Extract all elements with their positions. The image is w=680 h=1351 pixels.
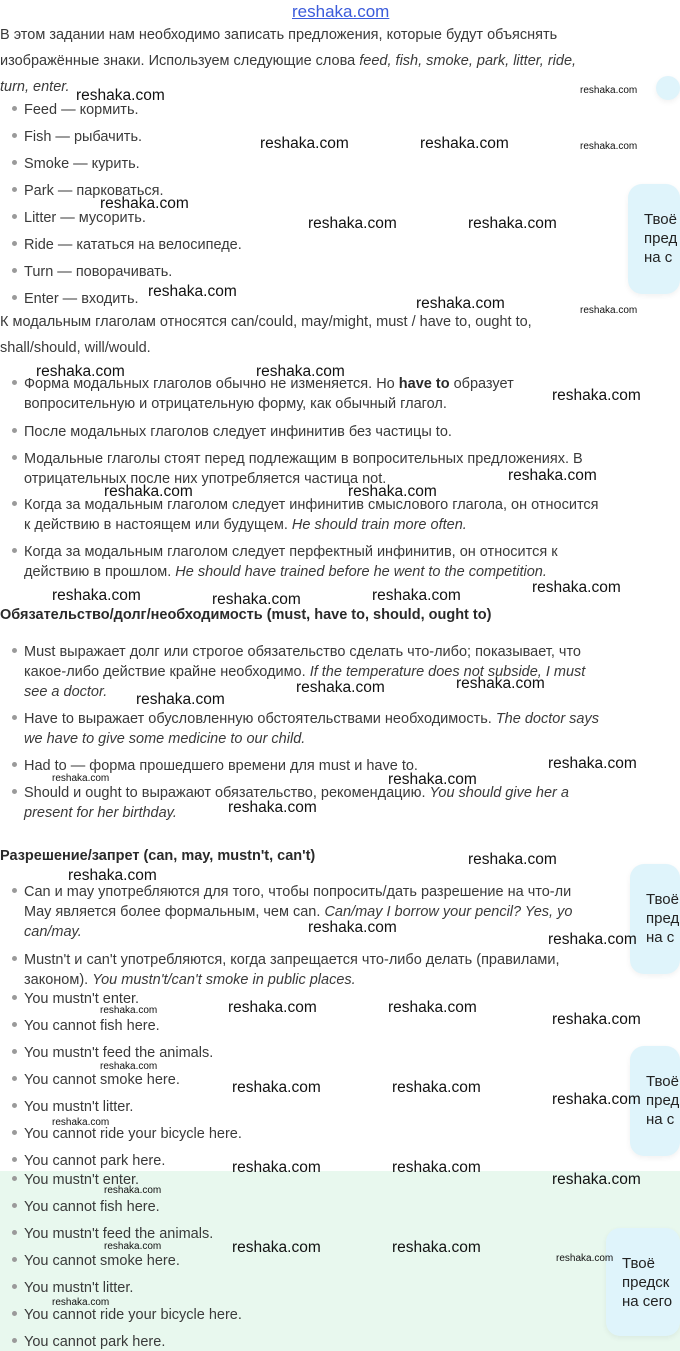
- bullet-icon: [12, 501, 17, 506]
- bullet-icon: [12, 995, 17, 1000]
- vocab-item: Fish — рыбачить.: [12, 127, 142, 147]
- promo-text: пред: [646, 910, 680, 927]
- watermark: reshaka.com: [52, 1117, 110, 1128]
- bullet-icon: [12, 888, 17, 893]
- vocab-item: Smoke — курить.: [12, 154, 140, 174]
- rule-item: Модальные глаголы стоят перед подлежащим в вопросительных предложениях. В отрицательных после них употребляется частица not.: [12, 449, 583, 489]
- watermark: reshaka.com: [148, 283, 237, 300]
- rule-item: Когда за модальным глаголом следует перфектный инфинитив, он относится к действию в прошлом. He should have trained before he went to the competition.: [12, 542, 558, 582]
- watermark: reshaka.com: [508, 467, 597, 484]
- watermark: reshaka.com: [260, 135, 349, 152]
- bullet-icon: [12, 295, 17, 300]
- answer-item: You cannot ride your bicycle here.: [12, 1305, 242, 1325]
- bullet-icon: [12, 1311, 17, 1316]
- watermark: reshaka.com: [552, 1171, 641, 1188]
- watermark: reshaka.com: [68, 867, 157, 884]
- watermark: reshaka.com: [420, 135, 509, 152]
- answer-item: You cannot fish here.: [12, 1197, 160, 1217]
- answer-item: You cannot smoke here.: [12, 1251, 180, 1271]
- answer-item: You mustn't feed the animals.: [12, 1224, 213, 1244]
- watermark: reshaka.com: [552, 1091, 641, 1108]
- watermark: reshaka.com: [416, 295, 505, 312]
- bullet-icon: [12, 1338, 17, 1343]
- watermark: reshaka.com: [76, 87, 165, 104]
- vocab-item: Feed — кормить.: [12, 100, 139, 120]
- answer-item: You cannot park here.: [12, 1151, 165, 1171]
- obligation-item: Must выражает долг или строгое обязательство сделать что-либо; показывает, что какое-либо действие крайне необходимо. If the temperature does not subside, I must see a doctor.: [12, 642, 585, 702]
- watermark: reshaka.com: [388, 771, 477, 788]
- modals-intro-line-2: shall/should, will/would.: [0, 340, 151, 356]
- answer-item: You mustn't enter.: [12, 1170, 139, 1190]
- watermark: reshaka.com: [232, 1079, 321, 1096]
- answer-item: You cannot fish here.: [12, 1016, 160, 1036]
- bullet-icon: [12, 455, 17, 460]
- promo-text: пред: [644, 230, 678, 247]
- promo-text: на с: [646, 1111, 675, 1128]
- watermark: reshaka.com: [104, 1241, 162, 1252]
- bullet-icon: [12, 789, 17, 794]
- watermark: reshaka.com: [468, 851, 557, 868]
- watermark: reshaka.com: [212, 591, 301, 608]
- bullet-icon: [12, 1176, 17, 1181]
- watermark: reshaka.com: [548, 755, 637, 772]
- watermark: reshaka.com: [580, 141, 638, 152]
- bullet-icon: [12, 380, 17, 385]
- watermark: reshaka.com: [372, 587, 461, 604]
- bullet-icon: [12, 133, 17, 138]
- vocab-item: Turn — поворачивать.: [12, 262, 172, 282]
- bullet-icon: [12, 428, 17, 433]
- obligation-heading: Обязательство/долг/необходимость (must, have to, should, ought to): [0, 607, 492, 623]
- rule-item: После модальных глаголов следует инфинитив без частицы to.: [12, 422, 452, 442]
- watermark: reshaka.com: [228, 799, 317, 816]
- bullet-icon: [12, 187, 17, 192]
- answer-item: You mustn't litter.: [12, 1097, 133, 1117]
- obligation-item: Had to — форма прошедшего времени для must и have to.: [12, 756, 418, 776]
- watermark: reshaka.com: [100, 1061, 158, 1072]
- vocab-item: Park — парковаться.: [12, 181, 164, 201]
- watermark: reshaka.com: [532, 579, 621, 596]
- watermark: reshaka.com: [256, 363, 345, 380]
- watermark: reshaka.com: [388, 999, 477, 1016]
- bullet-icon: [12, 1049, 17, 1054]
- watermark: reshaka.com: [556, 1253, 614, 1264]
- watermark: reshaka.com: [296, 679, 385, 696]
- promo-text: Твоё: [646, 891, 679, 908]
- watermark: reshaka.com: [392, 1159, 481, 1176]
- bullet-icon: [12, 1103, 17, 1108]
- bullet-icon: [12, 106, 17, 111]
- watermark: reshaka.com: [308, 919, 397, 936]
- promo-text: Твоё: [644, 211, 677, 228]
- watermark: reshaka.com: [348, 483, 437, 500]
- watermark: reshaka.com: [468, 215, 557, 232]
- answer-item: You mustn't litter.: [12, 1278, 133, 1298]
- watermark: reshaka.com: [228, 999, 317, 1016]
- bullet-icon: [12, 1257, 17, 1262]
- promo-bubble[interactable]: [628, 184, 680, 294]
- vocab-item: Litter — мусорить.: [12, 208, 146, 228]
- watermark: reshaka.com: [456, 675, 545, 692]
- bullet-icon: [12, 268, 17, 273]
- bullet-icon: [12, 548, 17, 553]
- bullet-icon: [12, 241, 17, 246]
- bullet-icon: [12, 762, 17, 767]
- bullet-icon: [12, 956, 17, 961]
- promo-bubble[interactable]: [630, 864, 680, 974]
- watermark: reshaka.com: [552, 387, 641, 404]
- promo-bubble[interactable]: [656, 76, 680, 100]
- watermark: reshaka.com: [104, 1185, 162, 1196]
- watermark: reshaka.com: [36, 363, 125, 380]
- site-link-reshaka[interactable]: reshaka.com: [292, 2, 390, 21]
- answer-item: You cannot ride your bicycle here.: [12, 1124, 242, 1144]
- answer-item: You cannot smoke here.: [12, 1070, 180, 1090]
- modals-intro-line-1: К модальным глаголам относятся can/could, may/might, must / have to, ought to,: [0, 314, 532, 330]
- promo-bubble[interactable]: [606, 1228, 680, 1336]
- bullet-icon: [12, 1157, 17, 1162]
- watermark: reshaka.com: [552, 1011, 641, 1028]
- watermark: reshaka.com: [580, 305, 638, 316]
- permission-heading: Разрешение/запрет (can, may, mustn't, can't): [0, 848, 316, 864]
- watermark: reshaka.com: [104, 483, 193, 500]
- answer-item: You cannot park here.: [12, 1332, 165, 1351]
- rule-item: Когда за модальным глаголом следует инфинитив смыслового глагола, он относится к действию в настоящем или будущем. He should train more often.: [12, 495, 599, 535]
- permission-item: Can и may употребляются для того, чтобы попросить/дать разрешение на что-ли May является более формальным, чем can. Can/may I borrow your pencil? Yes, yo can/may.: [12, 882, 572, 942]
- bullet-icon: [12, 648, 17, 653]
- promo-text: пред: [646, 1092, 680, 1109]
- watermark: reshaka.com: [392, 1239, 481, 1256]
- watermark: reshaka.com: [392, 1079, 481, 1096]
- vocab-item: Ride — кататься на велосипеде.: [12, 235, 242, 255]
- intro-line-1: В этом задании нам необходимо записать предложения, которые будут объяснять: [0, 27, 558, 43]
- bullet-icon: [12, 715, 17, 720]
- promo-text: предск: [622, 1274, 670, 1291]
- watermark: reshaka.com: [52, 587, 141, 604]
- bullet-icon: [12, 1203, 17, 1208]
- bullet-icon: [12, 1230, 17, 1235]
- promo-text: Твоё: [646, 1073, 679, 1090]
- promo-text: Твоё: [622, 1255, 655, 1272]
- promo-text: на с: [644, 249, 673, 266]
- bullet-icon: [12, 1076, 17, 1081]
- watermark: reshaka.com: [232, 1159, 321, 1176]
- bullet-icon: [12, 160, 17, 165]
- promo-text: на с: [646, 929, 675, 946]
- answer-item: You mustn't enter.: [12, 989, 139, 1009]
- watermark: reshaka.com: [136, 691, 225, 708]
- answer-item: You mustn't feed the animals.: [12, 1043, 213, 1063]
- vocab-item: Enter — входить.: [12, 289, 139, 309]
- watermark: reshaka.com: [548, 931, 637, 948]
- watermark: reshaka.com: [52, 773, 110, 784]
- watermark: reshaka.com: [308, 215, 397, 232]
- watermark: reshaka.com: [232, 1239, 321, 1256]
- watermark: reshaka.com: [100, 1005, 158, 1016]
- promo-text: на сего: [622, 1293, 673, 1310]
- watermark: reshaka.com: [100, 195, 189, 212]
- watermark: reshaka.com: [52, 1297, 110, 1308]
- rule-item: Форма модальных глаголов обычно не изменяется. Но have to образует вопросительную и отрицательную форму, как обычный глагол.: [12, 374, 514, 414]
- obligation-item: Have to выражает обусловленную обстоятельствами необходимость. The doctor says we have to give some medicine to our child.: [12, 709, 599, 749]
- watermark: reshaka.com: [580, 85, 638, 96]
- bullet-icon: [12, 1130, 17, 1135]
- bullet-icon: [12, 214, 17, 219]
- bullet-icon: [12, 1022, 17, 1027]
- intro-line-3: turn, enter.: [0, 79, 70, 95]
- bullet-icon: [12, 1284, 17, 1289]
- obligation-item: Should и ought to выражают обязательство, рекомендацию. You should give her a present for her birthday.: [12, 783, 569, 823]
- intro-line-2: изображённые знаки. Используем следующие слова feed, fish, smoke, park, litter, ride,: [0, 53, 577, 69]
- permission-item: Mustn't и can't употребляются, когда запрещается что-либо делать (правилами, законом). You mustn't/can't smoke in public places.: [12, 950, 560, 990]
